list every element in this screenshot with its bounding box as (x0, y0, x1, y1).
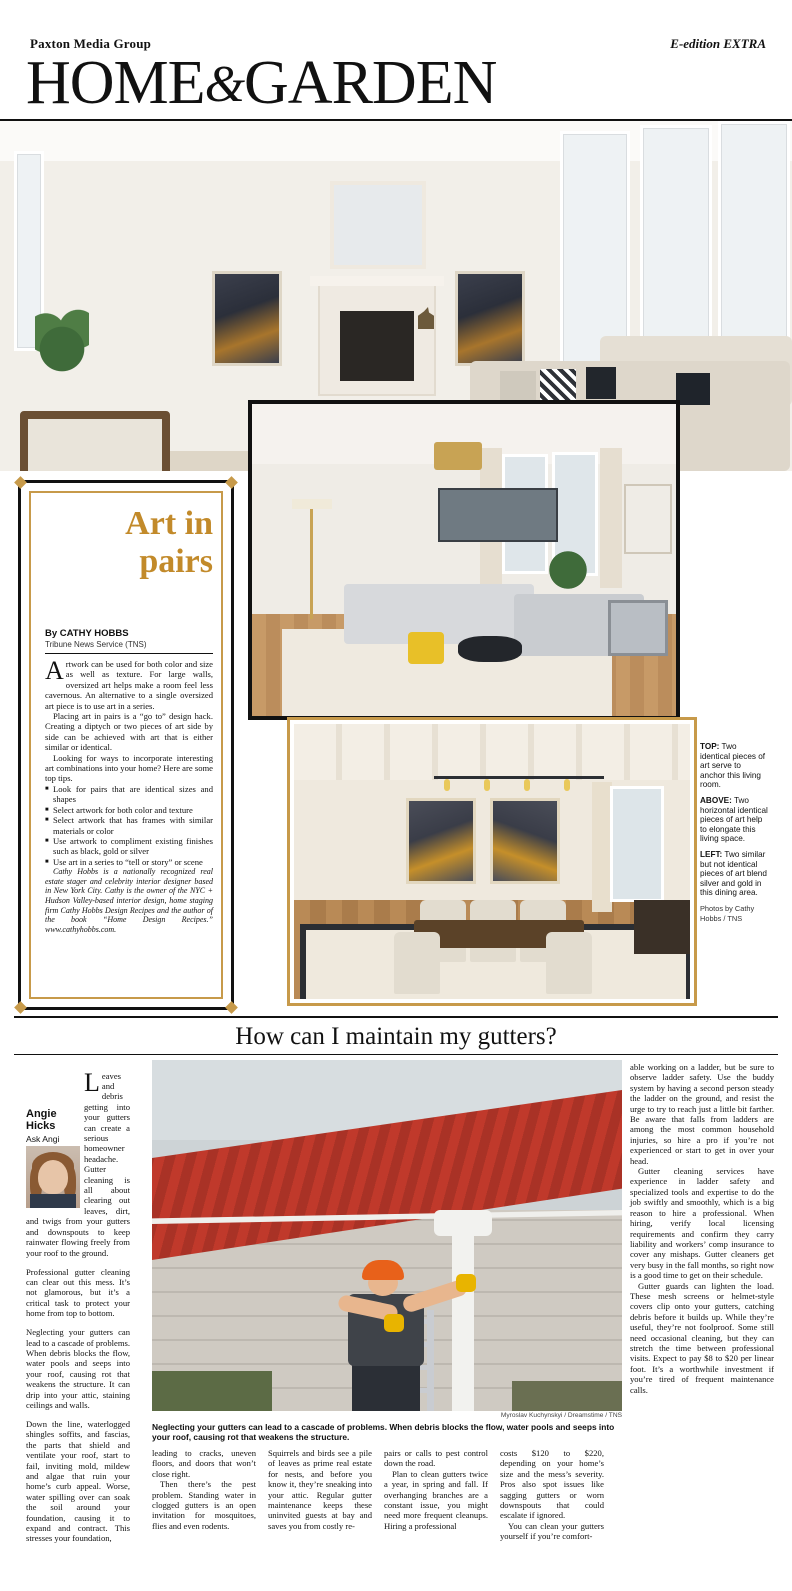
gutter-photo-caption: Neglecting your gutters can lead to a cascade of problems. When debris blocks the flow, water pools and seeps into your roof, causing rot that weakens the structure. (152, 1422, 615, 1442)
wall-art-horizontal (438, 488, 558, 542)
edition-flag: E-edition EXTRA (670, 36, 766, 51)
article-byline (45, 628, 213, 649)
article-bullet: ■ Select artwork that has frames with similar materials or color (45, 815, 213, 836)
gutters-paragraph: Squirrels and birds see a pile of leaves as prime real estate for nests, and before you know it, they’re sneaking into your attic. Regular gutter maintenance keeps these uninvited guests at bay and saves you from costly re- (268, 1448, 372, 1531)
article-body (45, 656, 213, 934)
dining-art-left (406, 798, 476, 884)
article-paragraph: Placing art in pairs is a “go to” design hack. Creating a diptych or two pieces of art side by side can be achieved with art that is either similar or identical. (45, 711, 213, 753)
article-headline (45, 505, 213, 581)
gutters-paragraph: Down the line, waterlogged shingles soffits, and fascias, the parts that shield and ventilate your roof, start to fail, inviting mold, mildew and algae that ruin your home’s curb appeal. Worse, water spilling over can soak the soil around your foundation, causing it to expand and contract. This stresses your foundation, (26, 1418, 130, 1544)
gutters-paragraph: able working on a ladder, but be sure to observe ladder safety. Use the buddy system by having a second person steady the ladder on the ground, and resist the urge to try to reach just a little bit farther. Be aware that falls from ladders are among the most common household injuries, so hire a pro if you’re not experienced or start to get in over your head. (630, 1062, 774, 1166)
caption-top-label: TOP: (700, 742, 720, 751)
gutters-paragraph: Neglecting your gutters can lead to a cascade of problems. When debris blocks the flow, water pools and seeps into your roof, causing rot that weakens the structure. It can drip into your attic, staining ceilings and walls. (26, 1327, 130, 1410)
dropcap-l: L (84, 1067, 100, 1097)
page-title (26, 49, 766, 118)
gutters-paragraph: pairs or calls to pest control down the road. (384, 1448, 488, 1469)
caption-above-text: Two horizontal identical pieces of art help to elongate this living space. (700, 795, 768, 844)
caption-credit: Photos by Cathy Hobbs / TNS (700, 903, 755, 923)
columnist-headshot (26, 1146, 80, 1208)
headline-line-2: pairs (139, 543, 213, 580)
photo-captions (700, 742, 768, 930)
gutters-paragraph: Gutter guards can lighten the load. These mesh screens or helmet-style covers clip onto your gutters, catching debris before it builds up. While they’re useful, they’re not foolproof. Some still need occasional cleaning, but they can stretch the time between professional visits. Expect to pay $8 to $20 per linear foot. It’s a worthwhile investment if you’re tired of frequent maintenance calls. (630, 1280, 774, 1395)
gutter-photo-credit: Myroslav Kuchynskyi / Dreamstime / TNS (500, 1412, 622, 1419)
gutters-paragraph: Gutter cleaning services have experience in ladder safety and specialized tools and expertise to do the job swiftly and smoothly, which is a big reason to hire a professional. When hiring, verify local licensing requirements and confirm they carry liability and workers’ comp insurance to cover any mishaps. Gutter cleaners get very busy in the fall months, so right now is a good time to get on their schedule. (630, 1166, 774, 1281)
gutters-bottom-column-3 (384, 1448, 488, 1531)
byline-author: By CATHY HOBBS (45, 628, 129, 639)
columnist-subtitle: Ask Angi (26, 1134, 60, 1144)
section-divider (14, 1016, 778, 1018)
gutters-paragraph: You can clean your gutters yourself if you’re comfort- (500, 1520, 604, 1542)
article-bullet: ■ Select artwork for both color and texture (45, 805, 213, 815)
gutters-right-column (630, 1062, 774, 1395)
gutters-bottom-column-1 (152, 1448, 256, 1531)
headline-line-1: Art in (125, 505, 213, 542)
author-bio: Cathy Hobbs is a nationally recognized real estate stager and celebrity interior designer based in New York City. Cathy is the owner of the NYC + Hudson Valley-based interior design, home staging firm Cathy Hobbs Design Recipes and the author of the book “Home Design Recipes.” www.cathyhobbs.com. (45, 867, 213, 934)
publisher-name: Paxton Media Group (30, 36, 152, 51)
article-paragraph: rtwork can be used for both color and size as well as texture. For large walls, oversized art helps make a room feel less cavernous. An alternative to a single oversized art piece is to use art in a series. (45, 659, 213, 711)
wall-art-right (455, 271, 525, 366)
gutters-bottom-column-4 (500, 1448, 604, 1542)
photo-dining-room (290, 720, 694, 1003)
gutters-headline-rule (14, 1054, 778, 1055)
hard-hat (362, 1260, 404, 1280)
caption-top-text: Two identical pieces of art serve to anchor this living room. (700, 742, 766, 790)
wall-art-left (212, 271, 282, 366)
gutters-bottom-column-2 (268, 1448, 372, 1531)
article-bullet: ■ Look for pairs that are identical sizes and shapes (45, 784, 213, 805)
caption-left-label: LEFT: (700, 849, 723, 859)
gutters-paragraph: Then there’s the pest problem. Standing water in clogged gutters is an open invitation for mosquitoes, flies and even rodents. (152, 1479, 256, 1531)
gutters-paragraph: Professional gutter cleaning can clear out this mess. It’s not glamorous, but it’s a critical task to protect your home from top to bottom. (26, 1266, 130, 1319)
gutters-paragraph: eaves and debris getting into your gutters can create a serious homeowner headache. Gutter cleaning is all about clearing out leaves, dirt, and twigs from your gutters and downspouts to keep rainwater flowing freely from your roof to the ground. (26, 1070, 130, 1258)
chandelier (434, 442, 482, 470)
photo-gutter-worker (152, 1060, 622, 1411)
dropcap-a: A (45, 656, 64, 685)
downspout (452, 1210, 474, 1411)
caption-above-label: ABOVE: (700, 795, 732, 805)
photo-living-room-top (248, 400, 680, 720)
gutters-headline: How can I maintain my gutters? (235, 1023, 557, 1050)
columnist-name: Angie Hicks (26, 1108, 57, 1132)
caption-left-text: Two similar but not identical pieces of art blend silver and gold in this dining area. (700, 849, 767, 898)
article-bullet: ■ Use art in a series to “tell or story” or scene (45, 857, 213, 867)
dining-art-right (490, 798, 560, 884)
gutters-paragraph: costs $120 to $220, depending on your home’s size and the mess’s severity. Pros also spot issues like sagging gutters or worn downspouts that could escalate if ignored. (500, 1448, 604, 1521)
art-in-pairs-article (18, 480, 234, 1010)
title-home: HOME (26, 49, 205, 117)
title-ampersand: & (204, 56, 245, 113)
gutters-paragraph: Plan to clean gutters twice a year, in spring and fall. If overhanging branches are a constant issue, you might need more frequent cleanups. Hiring a professional (384, 1468, 488, 1531)
article-paragraph: Looking for ways to incorporate interesting art combinations into your home? Here are some top tips. (45, 752, 213, 784)
title-garden: GARDEN (244, 49, 497, 117)
gutters-paragraph: leading to cracks, uneven floors, and doors that won’t close right. (152, 1448, 256, 1479)
byline-source: Tribune News Service (TNS) (45, 640, 147, 649)
article-bullet: ■ Use artwork to compliment existing finishes such as black, gold or silver (45, 836, 213, 857)
